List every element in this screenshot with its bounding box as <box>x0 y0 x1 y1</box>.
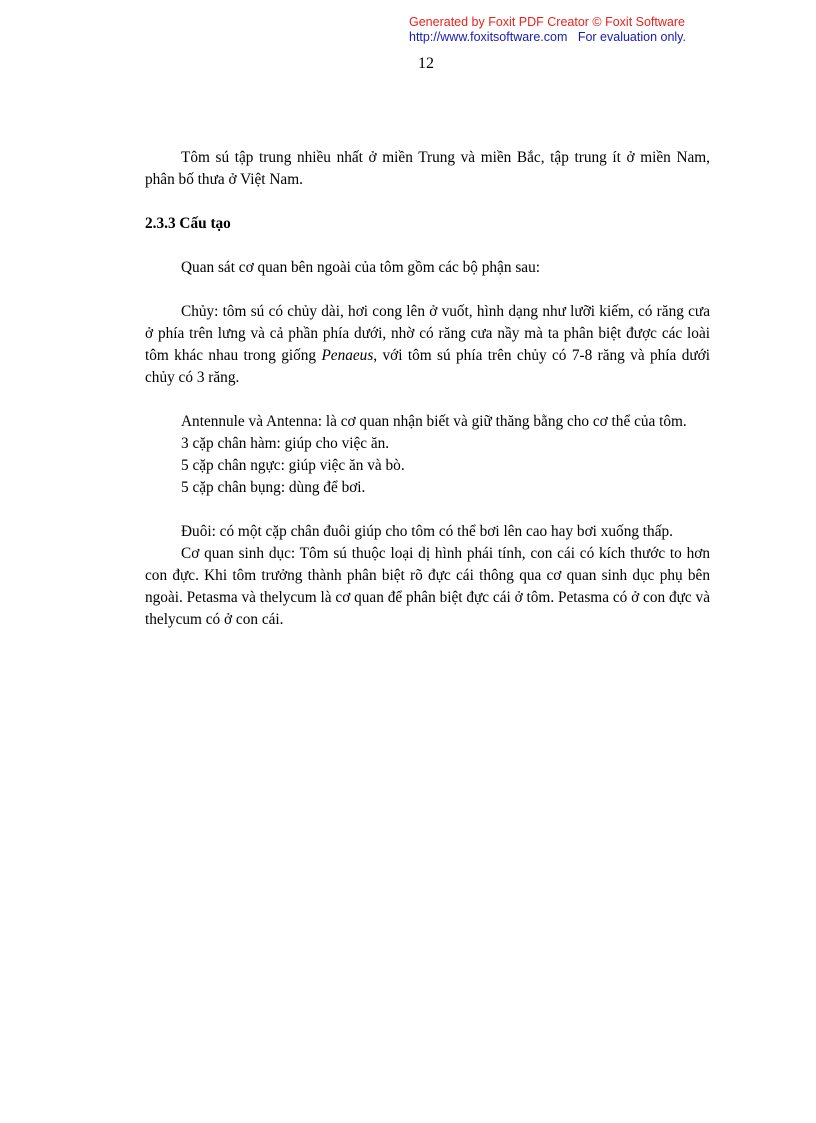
paragraph-intro: Quan sát cơ quan bên ngoài của tôm gồm các bộ phận sau: <box>181 259 540 276</box>
genus-name: Penaeus <box>321 347 374 364</box>
list-item-maxillipeds: 3 cặp chân hàm: giúp cho việc ăn. <box>181 435 390 452</box>
paragraph-tail: Đuôi: có một cặp chân đuôi giúp cho tôm có thể bơi lên cao hay bơi xuống thấp. <box>181 523 673 540</box>
paragraph-distribution: Tôm sú tập trung nhiều nhất ở miền Trung và miền Bắc, tập trung ít ở miền Nam, phân bố thưa ở Việt Nam. <box>145 149 710 188</box>
rostrum-text-b: , với tôm sú phía trên chủy có 7-8 răng và phía dưới chủy có 3 răng. <box>145 347 710 386</box>
page-number: 12 <box>418 55 434 72</box>
watermark-note: For evaluation only. <box>577 30 686 44</box>
watermark-line2 <box>409 30 686 45</box>
watermark-url: http://www.foxitsoftware.com <box>409 30 568 44</box>
rostrum-text-a: Chủy: tôm sú có chủy dài, hơi cong lên ở vuốt, hình dạng như lưỡi kiếm, có răng cưa ở phía trên lưng và cả phần phía dưới, nhờ có răng cưa nầy mà ta phân biệt được các loài tôm khác nhau trong giống <box>145 303 710 364</box>
watermark-line1: Generated by Foxit PDF Creator © Foxit Software <box>409 15 685 29</box>
paragraph-antenna: Antennule và Antenna: là cơ quan nhận biết và giữ thăng bằng cho cơ thể của tôm. <box>181 413 687 430</box>
document-body <box>145 147 710 631</box>
paragraph-reproductive: Cơ quan sinh dục: Tôm sú thuộc loại dị hình phái tính, con cái có kích thước to hơn con đực. Khi tôm trưởng thành phân biệt rõ đực cái thông qua cơ quan sinh dục phụ bên ngoài. Petasma và thelycum là cơ quan để phân biệt đực cái ở tôm. Petasma có ở con đực và thelycum có ở con cái. <box>145 545 710 628</box>
section-heading: 2.3.3 Cấu tạo <box>145 215 231 232</box>
list-item-pereiopods: 5 cặp chân ngực: giúp việc ăn và bò. <box>181 457 405 474</box>
list-item-pleopods: 5 cặp chân bụng: dùng để bơi. <box>181 479 366 496</box>
paragraph-rostrum <box>145 301 710 389</box>
foxit-watermark <box>409 15 686 45</box>
